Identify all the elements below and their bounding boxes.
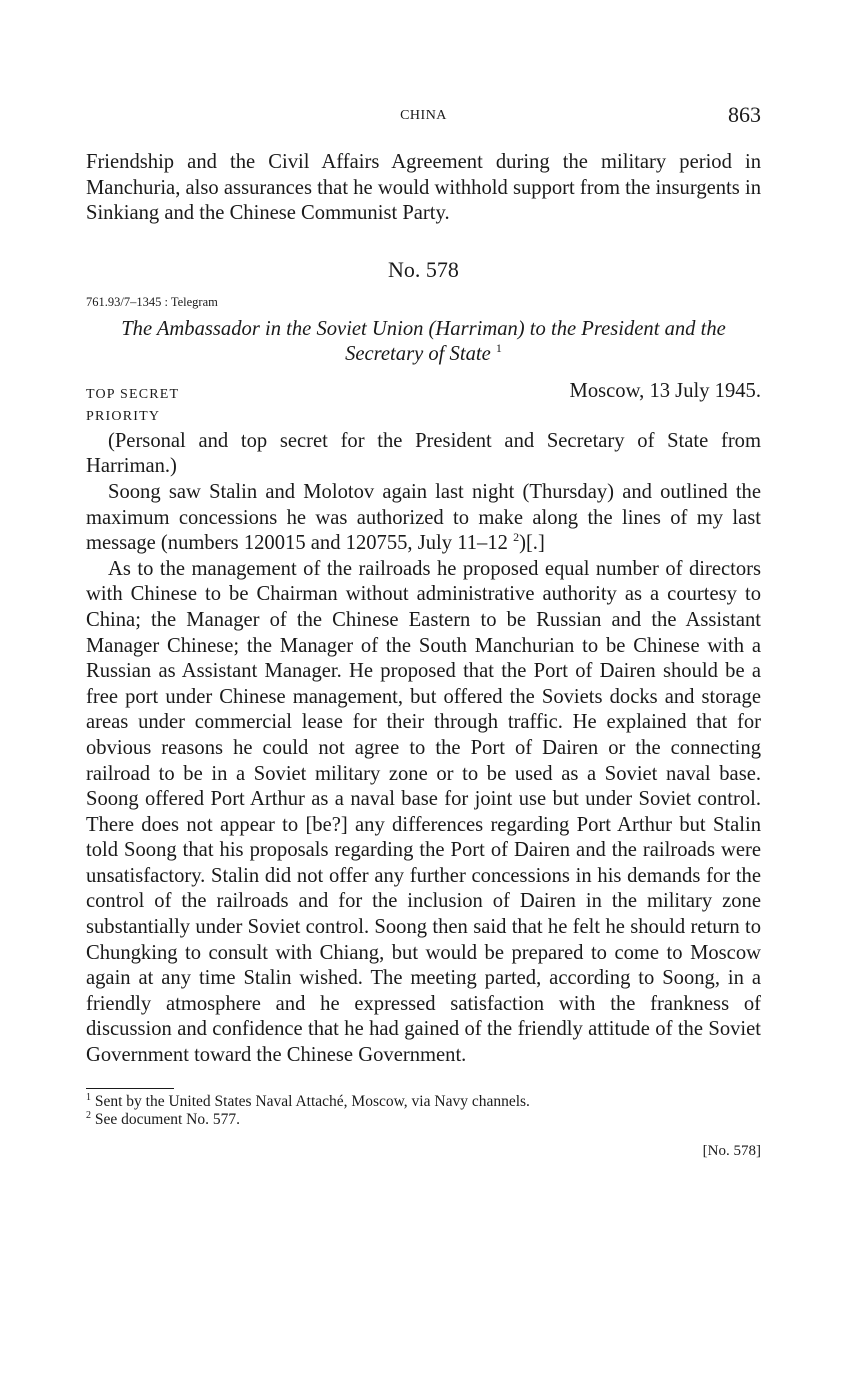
footnote-2: [86, 1111, 761, 1129]
continuation-text: Friendship and the Civil Affairs Agreement during the military period in Manchuria, also assurances that he would withhold support from the insurgents in Sinkiang and the Chinese Communist Party.: [86, 151, 761, 225]
classification-top-secret: TOP SECRET: [86, 386, 180, 402]
paragraph-1: (Personal and top secret for the President and Secretary of State from Harriman.): [86, 429, 761, 478]
footnote-1-text: Sent by the United States Naval Attaché, Moscow, via Navy channels.: [94, 1092, 530, 1110]
paragraph-2-footnote-ref: 2: [513, 530, 520, 545]
place-date: Moscow, 13 July 1945.: [569, 379, 761, 402]
footnote-rule: [86, 1088, 174, 1089]
paragraph-3: As to the management of the railroads he proposed equal number of directors with Chinese to be Chairman without administrative authority as a courtesy to China; the Manager of the Chinese Eastern to be Russian and the Assistant Manager Chinese; the Manager of the South Manchurian to be Chinese with a Russian as Assistant Manager. He proposed that the Port of Dairen should be a free port under Chinese management, but offered the Soviets docks and storage areas under commercial lease for their through traffic. He explained that for obvious reasons he could not agree to the Port of Dairen or the connecting railroad to be in a Soviet military zone or to be used as a Soviet naval base. Soong offered Port Arthur as a naval base for joint use but under Soviet control. There does not appear to [be?] any differences regarding Port Arthur but Stalin told Soong that his proposals regarding the Port of Dairen and the railroads were unsatisfactory. Stalin did not offer any further concessions in his demands for the control of the railroads and for the inclusion of Dairen in the military zone substantially under Soviet control. Soong then said that he felt he should return to Chungking to consult with Chiang, but would be prepared to come to Moscow again at any time Stalin wished. The meeting parted, according to Soong, in a friendly atmosphere and he expressed satisfaction with the frankness of discussion and confidence that he had gained of the friendly attitude of the Soviet Government toward the Chinese Government.: [86, 557, 761, 1067]
heading-footnote-ref: 1: [495, 340, 502, 355]
document-heading-text: The Ambassador in the Soviet Union (Harriman) to the President and the Secretary of State: [121, 317, 726, 365]
document-page: [86, 100, 761, 1160]
document-marker: [No. 578]: [702, 1142, 761, 1159]
running-head: [86, 100, 761, 134]
footnote-2-text: See document No. 577.: [94, 1110, 240, 1128]
footnote-2-mark: 2: [86, 1109, 91, 1121]
file-reference: 761.93/7–1345 : Telegram: [86, 294, 218, 309]
classification-priority: PRIORITY: [86, 408, 161, 424]
page-number: 863: [728, 102, 761, 127]
paragraph-2-text: Soong saw Stalin and Molotov again last night (Thursday) and outlined the maximum concessions he was authorized to make along the lines of my last message (numbers 120015 and 120755, July 11–12: [86, 480, 761, 555]
document-number: No. 578: [388, 256, 459, 282]
classification: [86, 384, 179, 428]
footnote-1: [86, 1093, 761, 1111]
paragraph-2: [86, 480, 761, 557]
document-heading: [86, 317, 761, 367]
paragraph-2-closing: )[.]: [519, 532, 545, 555]
dateline: [86, 379, 761, 424]
running-title: CHINA: [400, 108, 447, 123]
footnote-1-mark: 1: [86, 1091, 91, 1103]
